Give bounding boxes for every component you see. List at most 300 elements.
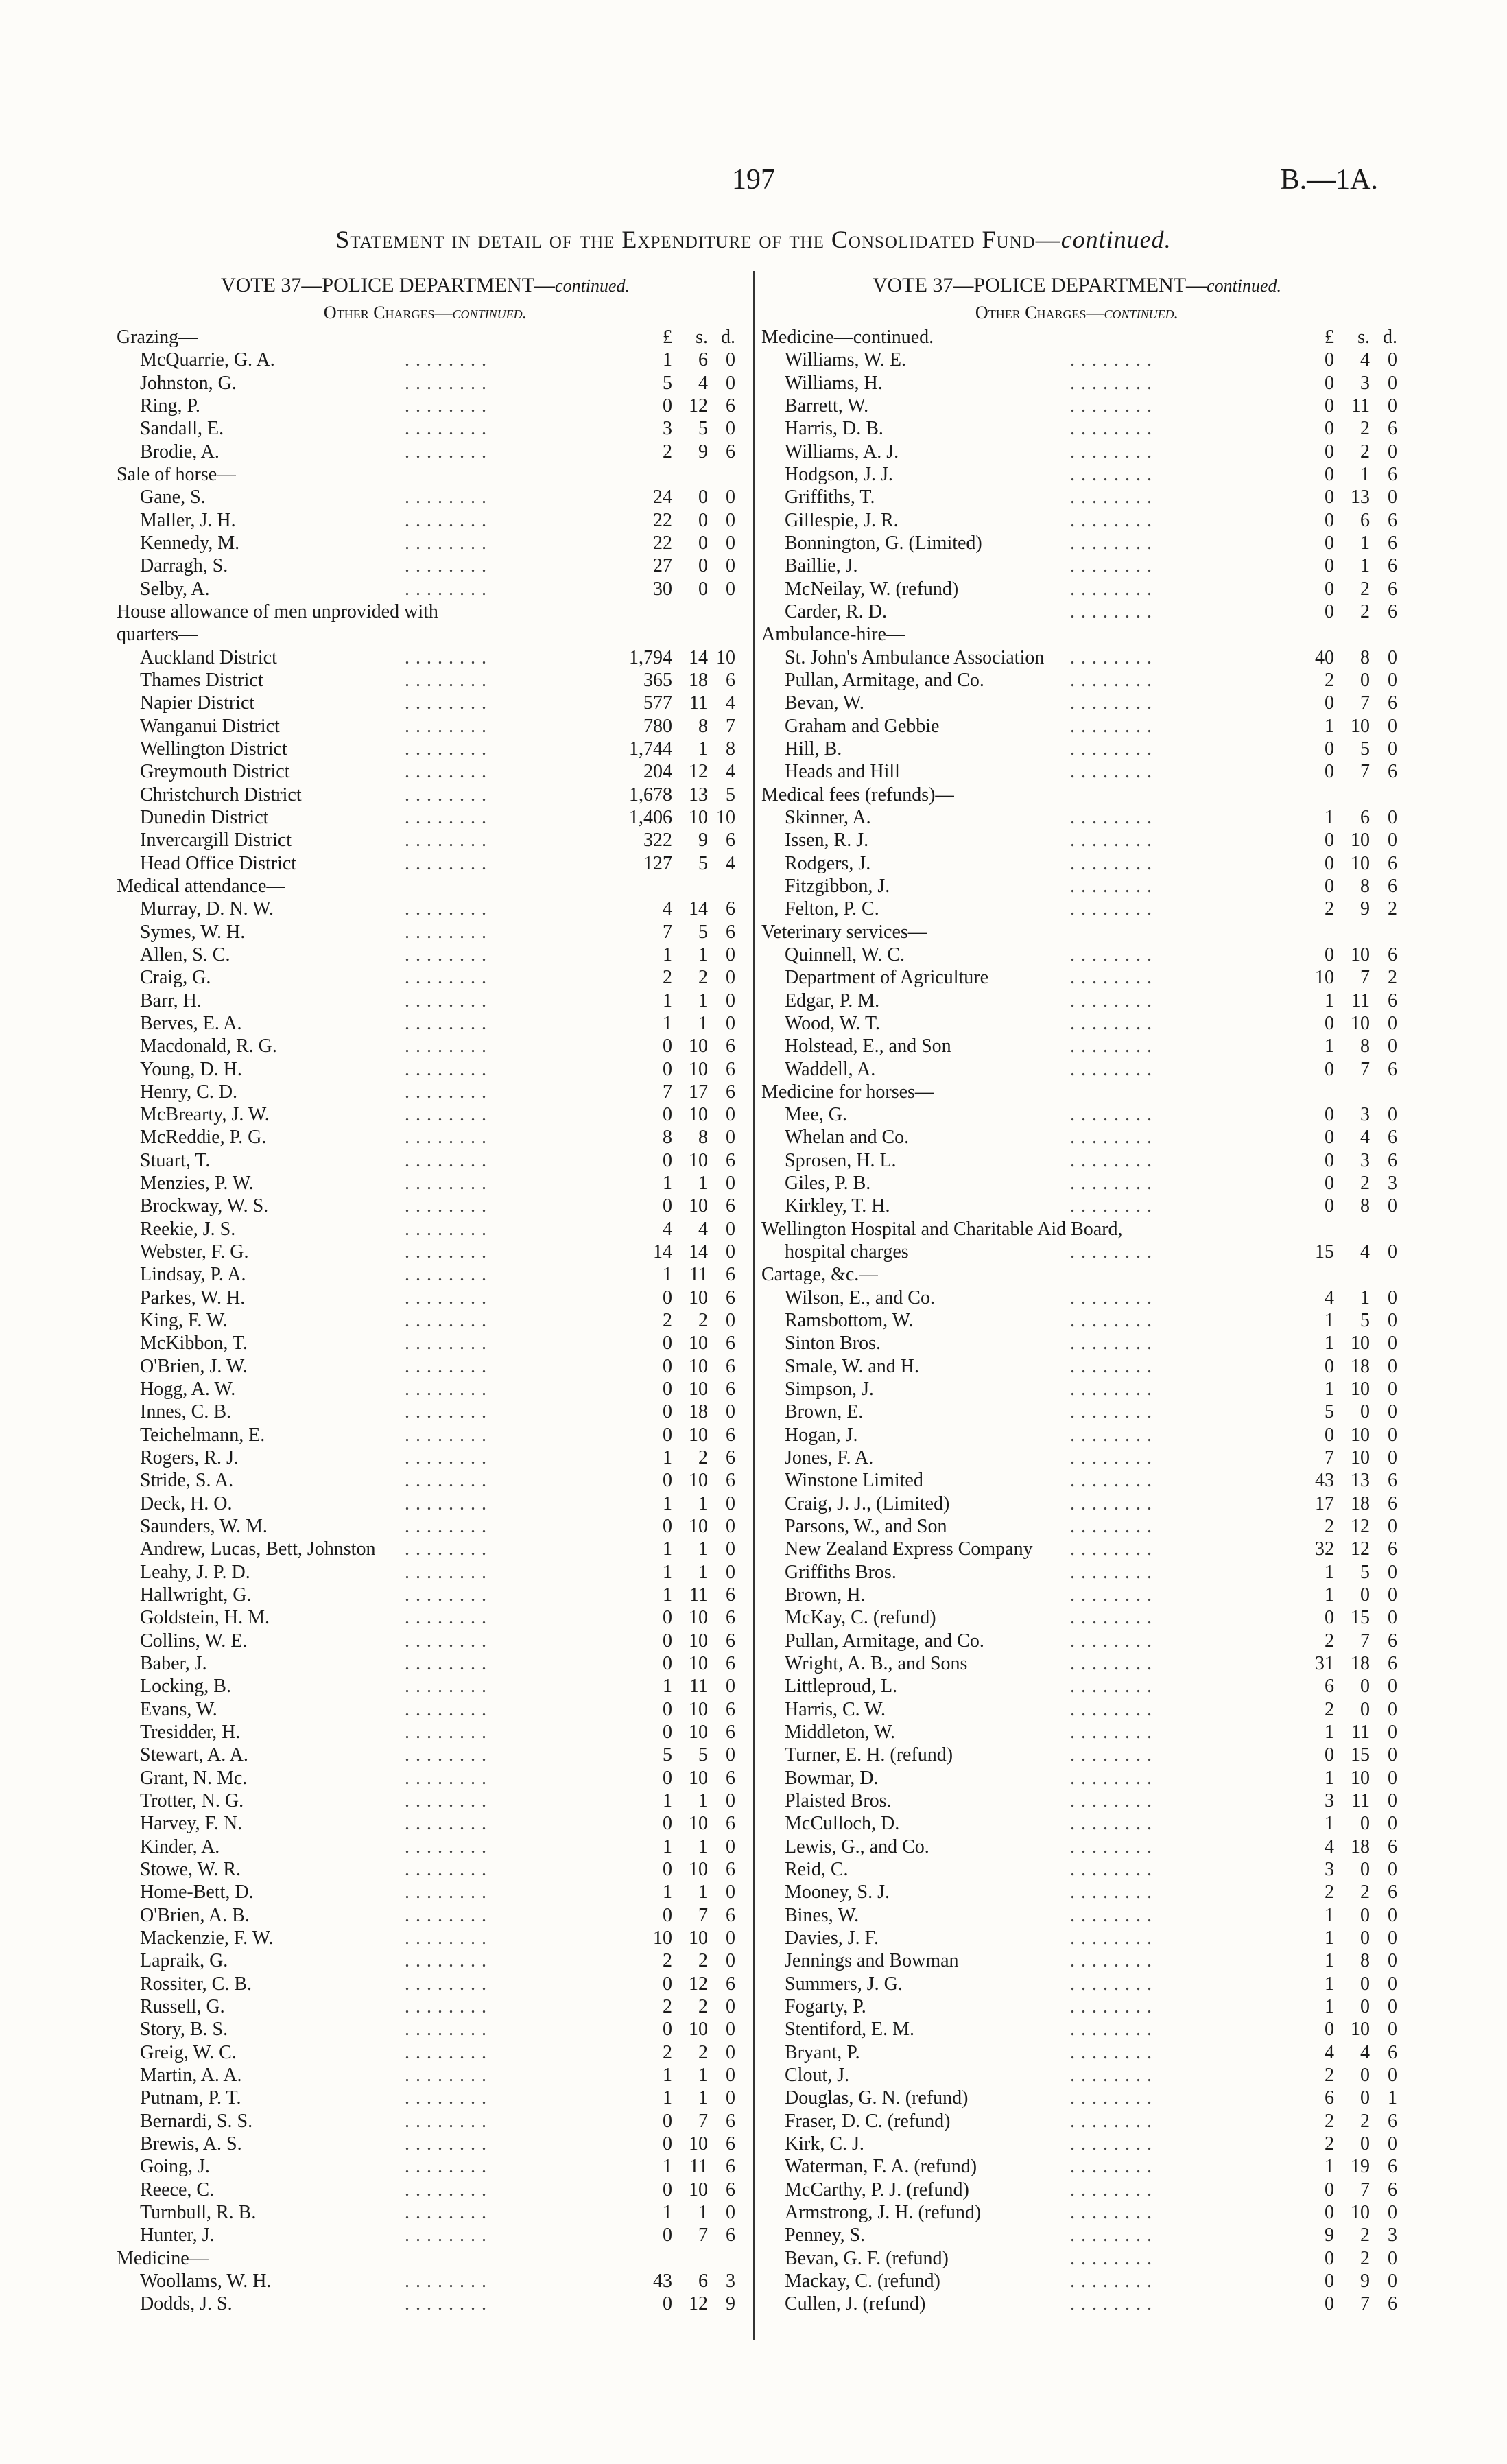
amount-pence: 6 [726, 1858, 735, 1880]
amount-pence: 6 [726, 441, 735, 462]
leader-dots: . . . . . . . . [1070, 669, 1152, 691]
amount-pence: 0 [726, 509, 735, 531]
statement-title-main: Statement in detail of the Expenditure of the Consolidated Fund— [335, 226, 1061, 253]
ledger-row [761, 2179, 1397, 2201]
amount-shillings: 12 [1351, 1538, 1370, 1560]
ledger-row [117, 2292, 734, 2315]
leader-dots: . . . . . . . . [1070, 1790, 1152, 1811]
payee-name: Hodgson, J. J. [785, 463, 893, 485]
amount-pence: 6 [1388, 852, 1397, 874]
leader-dots: . . . . . . . . [405, 1012, 487, 1034]
amount-shillings: 2 [1360, 1173, 1370, 1195]
ledger-row [761, 2133, 1397, 2155]
payee-name: Rodgers, J. [785, 852, 871, 874]
ledger-row [761, 1172, 1397, 1195]
payee-name: Griffiths, T. [785, 486, 875, 508]
ledger-row [117, 1012, 734, 1035]
amount-shillings: 6 [698, 349, 708, 371]
payee-name: Baillie, J. [785, 555, 858, 577]
amount-shillings: 10 [1351, 852, 1370, 874]
payee-name: Giles, P. B. [785, 1173, 871, 1195]
amount-pence: 0 [1388, 2201, 1397, 2223]
amount-pounds: 1 [1325, 715, 1334, 737]
ledger-row [117, 1035, 734, 1057]
leader-dots: . . . . . . . . [1070, 1698, 1152, 1720]
amount-pounds: 0 [663, 1035, 672, 1057]
payee-name: Goldstein, H. M. [140, 1607, 270, 1629]
amount-shillings: 11 [689, 1264, 708, 1286]
amount-shillings: 11 [1351, 395, 1370, 416]
heading-text: Wellington Hospital and Charitable Aid Board, [761, 1218, 1123, 1240]
payee-name: Kennedy, M. [140, 532, 240, 554]
amount-pounds: 4 [1325, 2041, 1334, 2063]
ledger-row [117, 486, 734, 508]
leader-dots: . . . . . . . . [1070, 2247, 1152, 2269]
amount-pence: 0 [726, 1950, 735, 1972]
leader-dots: . . . . . . . . [405, 1195, 487, 1217]
payee-name: Harvey, F. N. [140, 1813, 243, 1835]
left-sub-heading: Other Charges—continued. [323, 303, 527, 322]
amount-shillings: 4 [1360, 2041, 1370, 2063]
payee-name: Mackenzie, F. W. [140, 1927, 274, 1949]
amount-pence: 0 [726, 1995, 735, 2017]
payee-name: Young, D. H. [140, 1058, 242, 1080]
amount-pence: 0 [1388, 1355, 1397, 1377]
leader-dots: . . . . . . . . [1070, 761, 1152, 783]
amount-pence: 6 [726, 1195, 735, 1217]
payee-name: Barr, H. [140, 989, 202, 1011]
ledger-row [761, 646, 1397, 669]
amount-shillings: 10 [689, 1516, 708, 1538]
amount-pounds: 0 [663, 2110, 672, 2132]
payee-name: Head Office District [140, 852, 297, 874]
amount-shillings: 1 [698, 1881, 708, 1903]
payee-name: Symes, W. H. [140, 921, 246, 943]
ledger-row [117, 1995, 734, 2018]
amount-pence: 0 [1388, 1310, 1397, 1332]
leader-dots: . . . . . . . . [1070, 349, 1152, 371]
leader-dots: . . . . . . . . [1070, 1470, 1152, 1492]
leader-dots: . . . . . . . . [1070, 1333, 1152, 1354]
ledger-row [761, 532, 1397, 554]
amount-shillings: 10 [689, 2019, 708, 2041]
amount-pence: 0 [1388, 372, 1397, 394]
amount-pounds: 1 [663, 1447, 672, 1469]
payee-name: Rogers, R. J. [140, 1447, 239, 1469]
leader-dots: . . . . . . . . [1070, 738, 1152, 760]
amount-pounds: 2 [1325, 1698, 1334, 1720]
amount-pence: 6 [726, 1333, 735, 1354]
amount-shillings: 10 [689, 1722, 708, 1744]
payee-name: McKay, C. (refund) [785, 1607, 936, 1629]
payee-name: Auckland District [140, 646, 277, 668]
ledger-row [117, 1515, 734, 1538]
ledger-row [761, 2041, 1397, 2064]
ledger-row [117, 1058, 734, 1081]
leader-dots: . . . . . . . . [405, 372, 487, 394]
ledger-row [117, 532, 734, 554]
amount-pence: 0 [1388, 1813, 1397, 1835]
amount-shillings: 9 [698, 830, 708, 852]
leader-dots: . . . . . . . . [405, 761, 487, 783]
amount-shillings: 10 [689, 1149, 708, 1171]
amount-pence: 0 [1388, 1790, 1397, 1811]
leader-dots: . . . . . . . . [1070, 1630, 1152, 1652]
amount-pounds: 1 [663, 1538, 672, 1560]
amount-pounds: 0 [663, 1904, 672, 1926]
amount-pounds: 1 [1325, 1310, 1334, 1332]
amount-pounds: 1 [663, 2201, 672, 2223]
amount-pence: 0 [726, 486, 735, 508]
leader-dots: . . . . . . . . [1070, 1584, 1152, 1606]
leader-dots: . . . . . . . . [1070, 1378, 1152, 1400]
leader-dots: . . . . . . . . [1070, 2133, 1152, 2155]
statement-title-cont: continued. [1060, 226, 1172, 253]
leader-dots: . . . . . . . . [1070, 1355, 1152, 1377]
amount-pounds: 2 [1325, 2133, 1334, 2155]
payee-name: Saunders, W. M. [140, 1516, 268, 1538]
amount-shillings: 19 [1351, 2156, 1370, 2178]
leader-dots: . . . . . . . . [405, 1401, 487, 1423]
amount-shillings: 9 [1360, 2270, 1370, 2292]
amount-shillings: 8 [698, 715, 708, 737]
amount-shillings: 10 [689, 1927, 708, 1949]
leader-dots: . . . . . . . . [405, 692, 487, 714]
amount-shillings: 5 [698, 418, 708, 440]
amount-shillings: 7 [1360, 2293, 1370, 2315]
amount-pounds: 0 [663, 1058, 672, 1080]
leader-dots: . . . . . . . . [405, 2179, 487, 2201]
amount-shillings: 10 [689, 1195, 708, 1217]
amount-pence: 6 [1388, 1470, 1397, 1492]
ledger-row [761, 578, 1397, 600]
amount-shillings: 10 [1351, 1378, 1370, 1400]
ledger-row [761, 875, 1397, 897]
ledger-row [117, 646, 734, 669]
amount-pence: 7 [726, 715, 735, 737]
payee-name: Lewis, G., and Co. [785, 1835, 929, 1857]
amount-pounds: 0 [1325, 2019, 1334, 2041]
ledger-row [761, 2201, 1397, 2224]
amount-pence: 6 [726, 1287, 735, 1309]
payee-name: Carder, R. D. [785, 600, 887, 622]
ledger-row [117, 2270, 734, 2292]
leader-dots: . . . . . . . . [405, 921, 487, 943]
leader-dots: . . . . . . . . [405, 2064, 487, 2086]
ledger-row [761, 441, 1397, 463]
payee-name: Waddell, A. [785, 1058, 876, 1080]
amount-pounds: 1 [663, 2156, 672, 2178]
amount-shillings: 7 [698, 1904, 708, 1926]
amount-pence: 0 [1388, 1287, 1397, 1309]
ledger-row [117, 2041, 734, 2064]
amount-shillings: 18 [1351, 1653, 1370, 1675]
heading-text: Medical fees (refunds)— [761, 784, 955, 806]
leader-dots: . . . . . . . . [405, 2156, 487, 2178]
amount-pounds: 0 [1325, 943, 1334, 965]
payee-name: Brown, H. [785, 1584, 866, 1606]
ledger-row [761, 1721, 1397, 1744]
amount-shillings: 0 [1360, 1584, 1370, 1606]
ledger-row [761, 989, 1397, 1012]
payee-name: Menzies, P. W. [140, 1173, 254, 1195]
amount-pence: 0 [1388, 1333, 1397, 1354]
payee-name: Parkes, W. H. [140, 1287, 246, 1309]
amount-pence: 6 [1388, 1630, 1397, 1652]
leader-dots: . . . . . . . . [1070, 1973, 1152, 1995]
leader-dots: . . . . . . . . [405, 1355, 487, 1377]
amount-pounds: 1 [663, 1584, 672, 1606]
amount-pounds: 1,406 [629, 806, 672, 828]
amount-pence: 6 [726, 1630, 735, 1652]
amount-pence: 6 [1388, 1881, 1397, 1903]
ledger-row [117, 1949, 734, 1972]
payee-name: Hunter, J. [140, 2225, 215, 2246]
amount-shillings: 8 [1360, 875, 1370, 897]
amount-pounds: 2 [1325, 2064, 1334, 2086]
heading-text: Medicine— [117, 2247, 209, 2269]
amount-pence: 0 [1388, 395, 1397, 416]
amount-pounds: 1 [1325, 1035, 1334, 1057]
amount-pounds: 1 [663, 989, 672, 1011]
amount-pence: 6 [726, 2110, 735, 2132]
ledger-row [761, 1858, 1397, 1881]
amount-pounds: 322 [643, 830, 672, 852]
amount-pounds: 30 [653, 578, 672, 600]
ledger-row [117, 372, 734, 395]
ledger-row [117, 829, 734, 852]
right-column [761, 271, 1397, 2316]
payee-name: Jennings and Bowman [785, 1950, 959, 1972]
ledger-row [761, 395, 1397, 417]
payee-name: Davies, J. F. [785, 1927, 879, 1949]
amount-pounds: 0 [1325, 830, 1334, 852]
leader-dots: . . . . . . . . [405, 715, 487, 737]
amount-shillings: 7 [1360, 1058, 1370, 1080]
amount-pounds: 43 [1315, 1470, 1334, 1492]
amount-pence: 0 [1388, 830, 1397, 852]
ledger-row [761, 2224, 1397, 2246]
amount-shillings: 2 [1360, 2247, 1370, 2269]
amount-pence: 0 [1388, 1744, 1397, 1766]
leader-dots: . . . . . . . . [405, 1927, 487, 1949]
payee-name: Greymouth District [140, 761, 290, 783]
payee-name: Reekie, J. S. [140, 1218, 236, 1240]
amount-pence: 0 [726, 1104, 735, 1126]
amount-shillings: 8 [1360, 1195, 1370, 1217]
amount-pence: 0 [1388, 1401, 1397, 1423]
amount-pence: 6 [726, 1973, 735, 1995]
payee-name: Turner, E. H. (refund) [785, 1744, 953, 1766]
leader-dots: . . . . . . . . [1070, 509, 1152, 531]
ledger-row [761, 1058, 1397, 1081]
amount-shillings: 12 [689, 395, 708, 416]
payee-name: Cullen, J. (refund) [785, 2293, 926, 2315]
amount-pounds: 0 [1325, 1149, 1334, 1171]
payee-name: Sandall, E. [140, 418, 224, 440]
amount-pence: 10 [716, 646, 735, 668]
payee-name: Russell, G. [140, 1995, 225, 2017]
amount-shillings: 10 [689, 1355, 708, 1377]
amount-pence: 6 [1388, 943, 1397, 965]
ledger-row [761, 1355, 1397, 1378]
amount-shillings: 10 [689, 1424, 708, 1446]
payee-name: Williams, A. J. [785, 441, 899, 462]
payee-name: Going, J. [140, 2156, 210, 2178]
amount-pence: 0 [726, 1173, 735, 1195]
ledger-row [761, 1835, 1397, 1858]
amount-pounds: 0 [663, 1607, 672, 1629]
amount-pence: 6 [726, 1607, 735, 1629]
ledger-row [117, 669, 734, 692]
ledger-row [117, 2224, 734, 2246]
amount-shillings: 7 [698, 2225, 708, 2246]
ledger-row [761, 806, 1397, 829]
amount-shillings: 10 [1351, 715, 1370, 737]
ledger-row [761, 1400, 1397, 1423]
amount-pence: 6 [726, 830, 735, 852]
ledger-row [761, 1561, 1397, 1584]
ledger-row [761, 829, 1397, 852]
amount-shillings: 10 [1351, 1447, 1370, 1469]
payee-name: King, F. W. [140, 1310, 228, 1332]
leader-dots: . . . . . . . . [1070, 967, 1152, 989]
ledger-row [117, 578, 734, 600]
amount-pence: 6 [726, 1584, 735, 1606]
section-heading [117, 326, 734, 349]
leader-dots: . . . . . . . . [405, 898, 487, 920]
ledger-row [117, 1584, 734, 1606]
amount-shillings: 9 [1360, 898, 1370, 920]
leader-dots: . . . . . . . . [405, 1722, 487, 1744]
amount-shillings: 0 [698, 555, 708, 577]
payee-name: Rossiter, C. B. [140, 1973, 252, 1995]
payee-name: Skinner, A. [785, 806, 871, 828]
amount-shillings: 10 [689, 1333, 708, 1354]
amount-shillings: 6 [1360, 806, 1370, 828]
left-ledger [117, 326, 734, 2316]
heading-text: Veterinary services— [761, 921, 927, 943]
payee-name: McCulloch, D. [785, 1813, 900, 1835]
ledger-row [117, 1126, 734, 1149]
amount-pence: 6 [726, 1470, 735, 1492]
leader-dots: . . . . . . . . [1070, 600, 1152, 622]
ledger-row [117, 1103, 734, 1126]
payee-name: Department of Agriculture [785, 967, 989, 989]
ledger-row [761, 1287, 1397, 1309]
amount-pounds: 32 [1315, 1538, 1334, 1560]
payee-name: Douglas, G. N. (refund) [785, 2087, 969, 2109]
amount-shillings: 10 [689, 1813, 708, 1835]
amount-shillings: 4 [698, 372, 708, 394]
amount-shillings: 17 [689, 1081, 708, 1103]
leader-dots: . . . . . . . . [405, 852, 487, 874]
amount-pounds: 2 [1325, 1881, 1334, 1903]
amount-pence: 0 [1388, 1722, 1397, 1744]
amount-shillings: 14 [689, 898, 708, 920]
leader-dots: . . . . . . . . [1070, 2156, 1152, 2178]
amount-shillings: 2 [698, 1447, 708, 1469]
payee-name: Bonnington, G. (Limited) [785, 532, 982, 554]
leader-dots: . . . . . . . . [1070, 1516, 1152, 1538]
leader-dots: . . . . . . . . [405, 1790, 487, 1811]
amount-pence: 4 [726, 761, 735, 783]
leader-dots: . . . . . . . . [405, 1698, 487, 1720]
leader-dots: . . . . . . . . [405, 2110, 487, 2132]
amount-pounds: 1 [1325, 1333, 1334, 1354]
amount-pounds: 1 [1325, 1927, 1334, 1949]
ledger-row [117, 395, 734, 417]
amount-pence: 6 [1388, 1653, 1397, 1675]
amount-pence: 6 [726, 669, 735, 691]
amount-shillings: 1 [698, 1538, 708, 1560]
leader-dots: . . . . . . . . [1070, 1561, 1152, 1583]
amount-pounds: 0 [1325, 463, 1334, 485]
amount-shillings: 6 [698, 2270, 708, 2292]
amount-pence: 0 [1388, 1607, 1397, 1629]
amount-pounds: 1 [1325, 2156, 1334, 2178]
ledger-row [117, 349, 734, 371]
amount-pounds: 2 [1325, 898, 1334, 920]
payee-name: McKibbon, T. [140, 1333, 248, 1354]
amount-pence: 0 [726, 418, 735, 440]
ledger-row [761, 1973, 1397, 1995]
payee-name: Wright, A. B., and Sons [785, 1653, 968, 1675]
amount-pence: 6 [726, 1767, 735, 1789]
amount-shillings: 11 [689, 1676, 708, 1698]
amount-pounds: 2 [1325, 1630, 1334, 1652]
payee-name: Andrew, Lucas, Bett, Johnston [140, 1538, 376, 1560]
amount-pounds: 4 [663, 1218, 672, 1240]
amount-shillings: 0 [1360, 1904, 1370, 1926]
amount-pence: 6 [1388, 2156, 1397, 2178]
ledger-row [117, 1675, 734, 1698]
heading-text: Medicine for horses— [761, 1081, 934, 1103]
amount-shillings: 12 [689, 1973, 708, 1995]
amount-shillings: 11 [1351, 989, 1370, 1011]
amount-shillings: 1 [698, 1012, 708, 1034]
payee-name: Leahy, J. P. D. [140, 1561, 250, 1583]
leader-dots: . . . . . . . . [1070, 395, 1152, 416]
leader-dots: . . . . . . . . [405, 1149, 487, 1171]
payee-name: Johnston, G. [140, 372, 237, 394]
amount-shillings: 10 [689, 1630, 708, 1652]
amount-pounds: 204 [643, 761, 672, 783]
amount-pounds: 4 [663, 898, 672, 920]
leader-dots: . . . . . . . . [1070, 1881, 1152, 1903]
ledger-row [117, 1400, 734, 1423]
amount-shillings: 4 [1360, 349, 1370, 371]
ledger-row [761, 1149, 1397, 1172]
amount-pence: 6 [726, 1904, 735, 1926]
ledger-row [761, 509, 1397, 532]
amount-pounds: 0 [1325, 600, 1334, 622]
ledger-row [761, 897, 1397, 920]
amount-pounds: 2 [663, 1950, 672, 1972]
amount-pence: 6 [726, 2225, 735, 2246]
payee-name: Sprosen, H. L. [785, 1149, 897, 1171]
amount-shillings: 0 [1360, 1858, 1370, 1880]
amount-pence: 6 [1388, 418, 1397, 440]
amount-pence: 0 [1388, 2247, 1397, 2269]
section-heading [761, 1218, 1392, 1241]
ledger-row [761, 1675, 1397, 1698]
amount-pence: 0 [726, 1561, 735, 1583]
ledger-row [117, 1538, 734, 1560]
leader-dots: . . . . . . . . [405, 509, 487, 531]
section-heading [117, 2247, 734, 2270]
amount-shillings: 10 [689, 1698, 708, 1720]
